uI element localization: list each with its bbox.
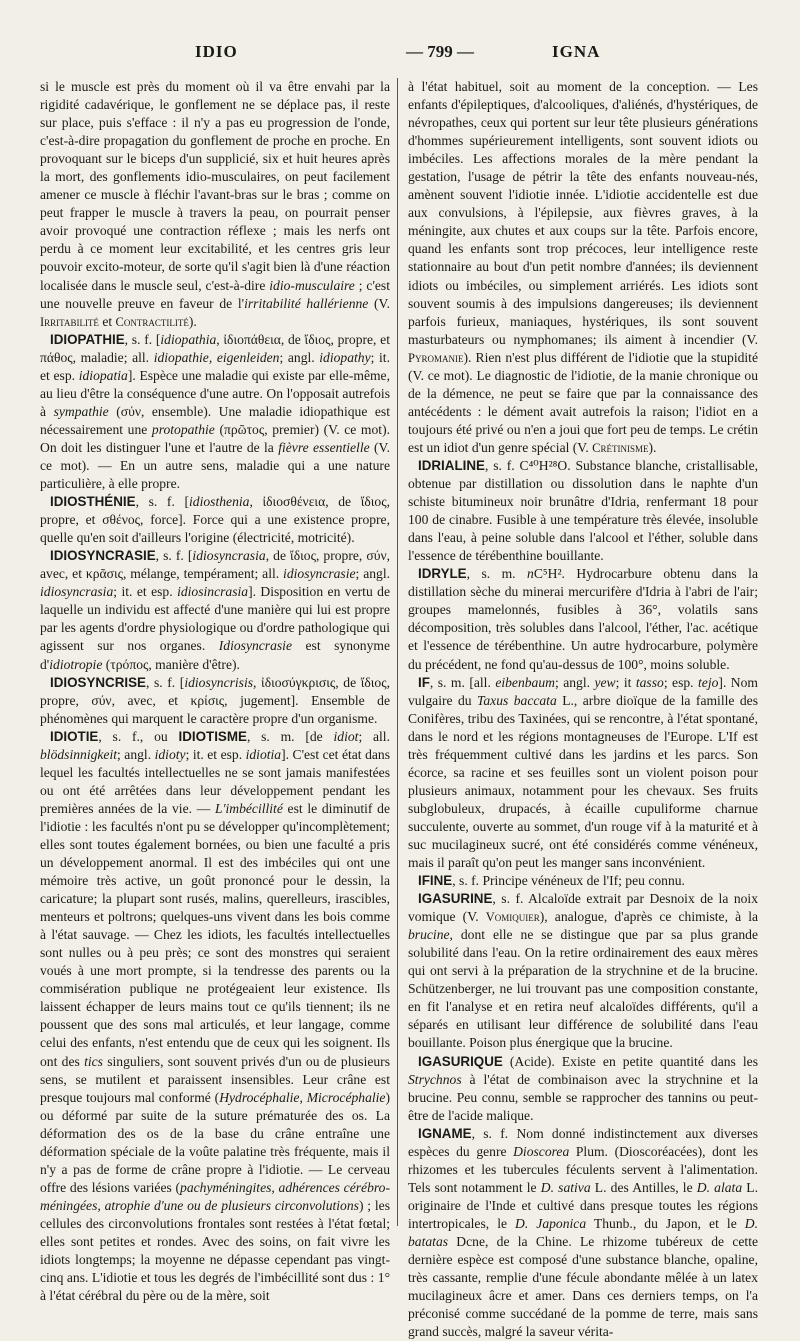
headword: IFINE bbox=[418, 873, 453, 889]
entry-igname: IGNAME, s. f. Nom donné indistinctement aux diverses espèces du genre Dioscorea Plum. (Dioscoréacées), dont les rhizomes et les tubercules féculents servent à l'alimentation. Tels sont notamment le D. sativa L. des Antilles, le D. alata L. originaire de l'Inde et cultivé dans presque toutes les régions intertropicales, le D. Japonica Thunb., du Japon, et le D. batatas Dcne, de la Chine. Le rhizome tubéreux de cette dernière espèce est composé d'une substance blanche, opaline, très cassante, remplie d'une fécule abondante mêlée à un latex mucilagineux âcre et amer. Dans ces derniers temps, on l'a préconisé comme succédané de la pomme de terre, mais sans grand succès, malgré la saveur vérita- bbox=[408, 1125, 758, 1340]
entry-idiosyncrise: IDIOSYNCRISE, s. f. [idiosyncrisis, ἰδιοσύγκρισις, de ἴδιος, propre, σύν, avec, et κρίσις, jugement]. Ensemble de phénomènes qui marquent le caractère propre d'un organisme. bbox=[40, 674, 390, 726]
headword: IGNAME bbox=[418, 1125, 472, 1141]
headword: IDIOSYNCRISE bbox=[50, 674, 146, 690]
entry-idiosyncrasie: IDIOSYNCRASIE, s. f. [idiosyncrasia, de ἴδιος, propre, σύν, avec, et κρᾶσις, mélange, tempérament; all. idiosyncrasie; angl. idiosyncrasia; it. et esp. idiosincrasia]. Disposition en vertu de laquelle un individu est affecté d'une manière qui lui est propre par les agents d'ordre physiologique ou d'ordre pathologique qui agissent sur nos organes. Idiosyncrasie est synonyme d'idiotropie (τρόπος, manière d'être). bbox=[40, 548, 391, 672]
header-left-word: IDIO bbox=[195, 42, 238, 61]
headword: IDIOTISME bbox=[178, 728, 247, 744]
entry-idrialine: IDRIALINE, s. f. C⁴⁰H²⁸O. Substance blanche, cristallisable, obtenue par distillation ou dissolution dans le naphte d'un schiste bitumineux noir brunâtre d'Idria, renfermant 18 pour 100 de cinabre. Fusible à une température très élevée, insoluble dans l'eau, à peine soluble dans l'alcool et l'éther, soluble dans l'essence de térébenthine bouillante. bbox=[408, 457, 758, 564]
headword: IF bbox=[418, 674, 430, 690]
right-column bbox=[408, 78, 758, 1341]
headword: IDRIALINE bbox=[418, 457, 485, 473]
entry-continuation: à l'état habituel, soit au moment de la conception. — Les enfants d'épileptiques, d'alcooliques, d'aliénés, d'hystériques, de névropathes, ceux qui portent sur leur tête plusieurs générations d'hommes supérieurement intelligents, sont souvent idiots ou imbéciles. Les affections morales de la mère pendant la gestation, l'usage de pétrir la tête des enfants nouveau-nés, amènent souvent l'idiotie innée. L'idiotie accidentelle est due aux convulsions, à l'épilepsie, aux fièvres graves, à la méningite, aux chutes et aux coups sur la tête. Parfois encore, quand les enfants sont trop précoces, leur intelligence reste stationnaire au bout d'un petit nombre d'années; ils deviennent idiots ou imbéciles, ou simplement arriérés. Les idiots sont souvent soumis à des impulsions dangereuses; ils deviennent parfois furieux, maniaques, hystériques, ils sont souvent masturbateurs ou nymphomanes; ils aiment à incendier (V. Pyromanie). Rien n'est plus différent de l'idiotie que la stupidité (V. ce mot). Le diagnostic de l'idiotie, de la manie chronique ou de la démence, ne peut se faire que par la connaissance des antécédents : le dément avait autrefois la raison; l'idiot en a toujours été privé ou n'en a joui que fort peu de temps. Le crétin est un idiot d'un genre spécial (V. Crétinisme). bbox=[408, 79, 758, 455]
entry-if: IF, s. m. [all. eibenbaum; angl. yew; it tasso; esp. tejo]. Nom vulgaire du Taxus baccata L., arbre dioïque de la famille des Conifères, tribu des Taxinées, qui se rencontre, à l'état spontané, dans le nord et les régions montagneuses de l'Europe. L'If est très fréquemment cultivé dans les jardins et les parcs. Son écorce, sa racine et ses feuilles sont un violent poison pour plusieurs animaux, notamment pour les chevaux. Ses fruits subglobuleux, drupacés, à écaille cupuliforme charnue succulente, ouverte au sommet, d'un rouge vif à la maturité et à suc mucilagineux sucré, ont été considérés comme vénéneux, mais il paraît qu'on peut les manger sans inconvénient. bbox=[408, 674, 758, 871]
entry-idiosthenie: IDIOSTHÉNIE, s. f. [idiosthenia, ἰδιοσθένεια, de ἴδιος, propre, et σθένος, force]. Force qui a une existence propre, quelle qu'en soit d'ailleurs l'origine (électricité, motricité). bbox=[40, 494, 390, 546]
entry-continuation: si le muscle est près du moment où il va être envahi par la rigidité cadavérique, le gonflement ne se déplace pas, il reste sur place, puis s'efface : il n'y a pas eu progression de l'onde, c'est-à-dire propagation du gonflement de proche en proche. En provoquant sur le biceps d'un supplicié, six et huit heures après la mort, des gonflements idio-musculaires, on peut facilement amener ce muscle à fléchir l'avant-bras sur le bras ; comme on peut frapper le muscle à travers la peau, on pourrait penser avoir provoqué une contraction réflexe ; mais les nerfs ont perdu à ce moment leur excitabilité, et les centres gris leur pouvoir excito-moteur, de sorte qu'il s'agit bien là d'une réaction localisée dans le muscle seul, c'est-à-dire idio-musculaire ; c'est une nouvelle preuve en faveur de l'irritabilité hallérienne (V. Irritabilité et Contractilité). bbox=[40, 79, 390, 329]
running-header bbox=[40, 42, 760, 66]
column-divider bbox=[397, 78, 398, 1226]
entry-ifine: IFINE, s. f. Principe vénéneux de l'If; peu connu. bbox=[418, 873, 685, 889]
entry-idiopathie: IDIOPATHIE, s. f. [idiopathia, ἰδιοπάθεια, de ἴδιος, propre, et πάθος, maladie; all. idiopathie, eigenleiden; angl. idiopathy; it. et esp. idiopatia]. Espèce une maladie qui existe par elle-même, au lieu d'être la conséquence d'une autre. On l'opposait autrefois à sympathie (σύν, ensemble). Une maladie idiopathique est nécessairement une protopathie (πρῶτος, premier) (V. ce mot). On doit les distinguer l'une et l'autre de la fièvre essentielle (V. ce mot). — En un autre sens, maladie qui a une nature particulière, à elle propre. bbox=[40, 331, 391, 492]
headword: IGASURIQUE bbox=[418, 1053, 503, 1069]
headword: IDRYLE bbox=[418, 566, 467, 582]
headword: IDIOPATHIE bbox=[50, 331, 125, 347]
headword: IDIOSYNCRASIE bbox=[50, 548, 156, 564]
entry-idiotie: IDIOTIE, s. f., ou IDIOTISME, s. m. [de idiot; all. blödsinnigkeit; angl. idioty; it. et esp. idiotia]. C'est cet état dans lequel les facultés intellectuelles ne se sont jamais manifestées ou ont été arrêtées dans leur développement pendant les premières années de la vie. — L'imbécillité est le diminutif de l'idiotie : les facultés n'ont pu se développer qu'incomplètement; elles sont toutes également bornées, ou bien une faculté a pris un développement anormal. Il est des imbéciles qui ont une mémoire très active, un goût prononcé pour le dessin, la caricature; la plupart sont rusés, malins, querelleurs, irascibles, menteurs et poltrons; quelques-uns vivent dans les bois comme à l'état sauvage. — Chez les idiots, les facultés intellectuelles sont nulles ou à peu près; ce sont des monstres qui seraient voués à une mort prompte, si la tendresse des parents ou la commisération publique ne protégeaient leur existence. Ils laissent échapper de leurs mains tout ce qu'ils tiennent; ils ne poussent que des sons mal articulés, et leur langage, comme celui des enfants, n'est entendu que de ceux qui les soignent. Ils ont des tics singuliers, sont souvent privés d'un ou de plusieurs sens, se mutilent et paraissent insensibles. Leur crâne est presque toujours mal conformé (Hydrocéphalie, Microcéphalie) ou déformé par suite de la suture prématurée des os. La déformation des os de la base du crâne entraîne une déformation spéciale de la voûte palatine très fréquente, mais il n'y a pas de forme de crâne propre à l'idiotie. — Le cerveau offre des lésions variées (pachyméningites, adhérences cérébro-méningées, atrophie d'une ou de plusieurs circonvolutions) ; les cellules des circonvolutions frontales sont restées à l'état fœtal; elles sont petites et rondes. Avec des soins, on fait vivre les idiots longtemps; la moyenne ne dépasse cependant pas vingt-cinq ans. L'idiotie et tous les degrés de l'imbécillité sont dus : 1° à l'état cérébral du père ou de la mère, soit bbox=[40, 728, 390, 1304]
entry-idryle: IDRYLE, s. m. nC⁵H². Hydrocarbure obtenu dans la distillation sèche du minerai mercurifère d'Idria à l'abri de l'air; groupes mamelonnés, fusibles à 36°, volatils sans décomposition, très solubles dans l'alcool, l'éther, l'ac. acétique et l'essence de térébenthine. Un autre hydrocarbure, polymère du précédent, ne fond qu'au-dessus de 100°, moins soluble. bbox=[408, 566, 758, 672]
header-right-word: IGNA bbox=[552, 42, 601, 61]
headword: IDIOTIE bbox=[50, 728, 99, 744]
left-column bbox=[40, 78, 390, 1305]
page-number: — 799 — bbox=[406, 42, 474, 61]
headword: IDIOSTHÉNIE bbox=[50, 494, 136, 510]
entry-igasurique: IGASURIQUE (Acide). Existe en petite quantité dans les Strychnos à l'état de combinaison avec la strychnine et la brucine. Peu connu, semble se rapprocher des tannins ou peut-être de l'acide malique. bbox=[408, 1053, 758, 1123]
headword: IGASURINE bbox=[418, 891, 493, 907]
entry-igasurine: IGASURINE, s. f. Alcaloïde extrait par Desnoix de la noix vomique (V. Vomiquier), analogue, d'après ce chimiste, à la brucine, dont elle ne se distingue que par sa plus grande solubilité dans l'eau. On la retire ordinairement des eaux mères qui ont servi à la préparation de la strychnine et de la brucine. Schützenberger, ne lui trouvant pas une composition constante, en fit l'analyse et en retira neuf alcaloïdes différents, qu'il a séparés en utilisant leur différence de solubilité dans l'eau bouillante. Poison plus énergique que la brucine. bbox=[408, 891, 759, 1051]
